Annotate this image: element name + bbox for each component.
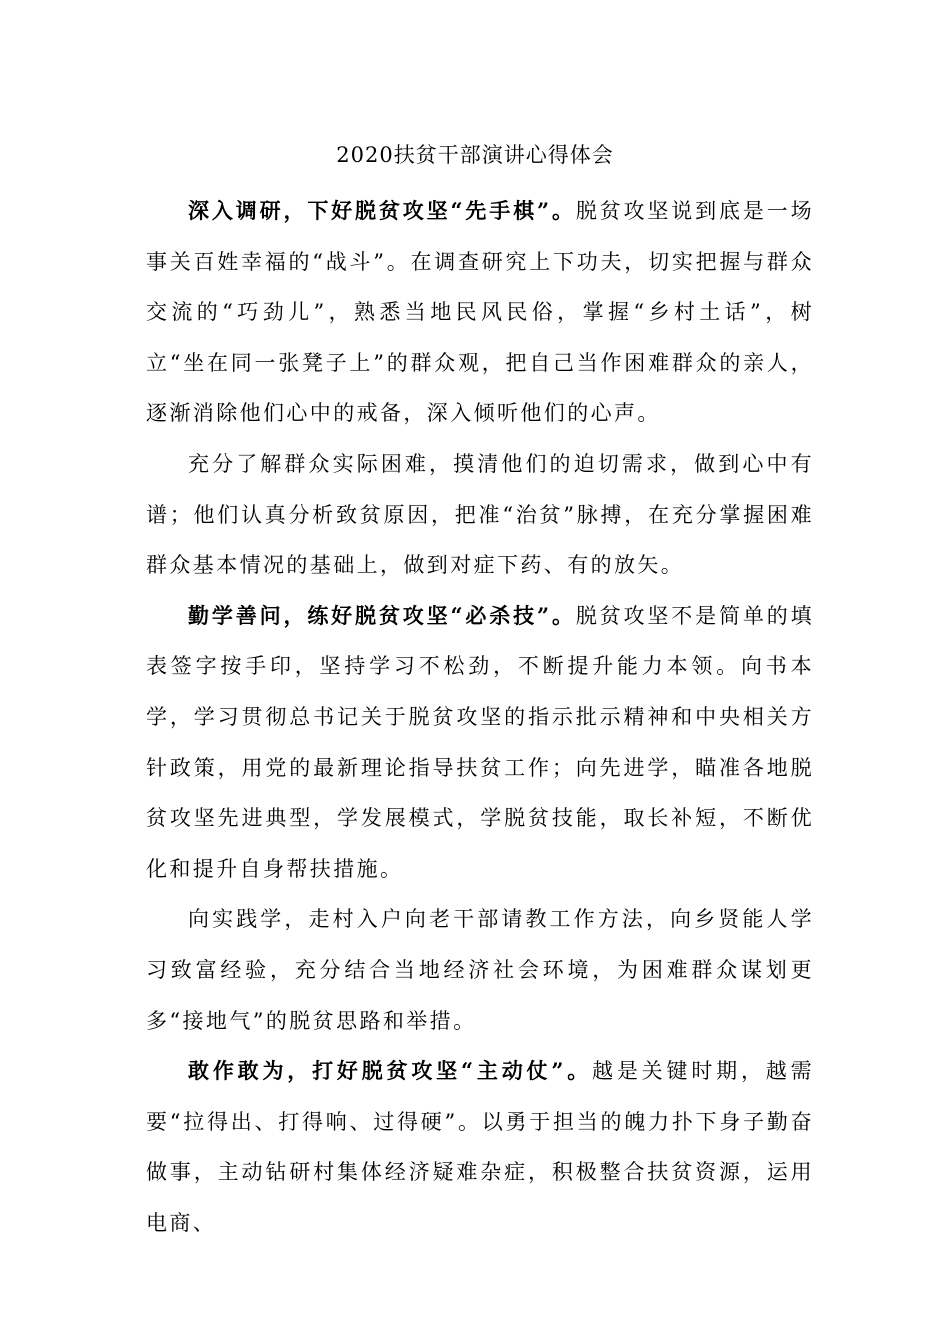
paragraph-text: 充分了解群众实际困难，摸清他们的迫切需求，做到心中有谱；他们认真分析致贫原因，把准“治贫”脉搏，在充分掌握困难群众基本情况的基础上，做到对症下药、有的放矢。 [146, 451, 814, 578]
paragraph-4 [146, 894, 814, 1046]
paragraph-text: 脱贫攻坚说到底是一场事关百姓幸福的“战斗”。在调查研究上下功夫，切实把握与群众交流的“巧劲儿”，熟悉当地民风民俗，掌握“乡村土话”，树立“坐在同一张凳子上”的群众观，把自己当作困难群众的亲人，逐渐消除他们心中的戒备，深入倾听他们的心声。 [146, 199, 814, 426]
paragraph-text: 向实践学，走村入户向老干部请教工作方法，向乡贤能人学习致富经验，充分结合当地经济社会环境，为困难群众谋划更多“接地气”的脱贫思路和举措。 [146, 907, 814, 1033]
paragraph-text: 脱贫攻坚不是简单的填表签字按手印，坚持学习不松劲，不断提升能力本领。向书本学，学习贯彻总书记关于脱贫攻坚的指示批示精神和中央相关方针政策，用党的最新理论指导扶贫工作；向先进学，瞄准各地脱贫攻坚先进典型，学发展模式，学脱贫技能，取长补短，不断优化和提升自身帮扶措施。 [146, 603, 814, 881]
paragraph-3 [146, 591, 814, 895]
paragraph-text: 越是关键时期，越需要“拉得出、打得响、过得硬”。以勇于担当的魄力扑下身子勤奋做事，主动钻研村集体经济疑难杂症，积极整合扶贫资源，运用电商、 [146, 1059, 814, 1235]
paragraph-2 [146, 439, 814, 591]
document-body [146, 186, 814, 1248]
paragraph-lead: 深入调研，下好脱贫攻坚“先手棋”。 [188, 198, 576, 223]
paragraph-lead: 勤学善问，练好脱贫攻坚“必杀技”。 [188, 602, 576, 628]
paragraph-1 [146, 186, 814, 439]
paragraph-lead: 敢作敢为，打好脱贫攻坚“主动仗”。 [188, 1058, 593, 1084]
paragraph-5 [146, 1046, 814, 1248]
document-title: 2020扶贫干部演讲心得体会 [336, 143, 614, 167]
